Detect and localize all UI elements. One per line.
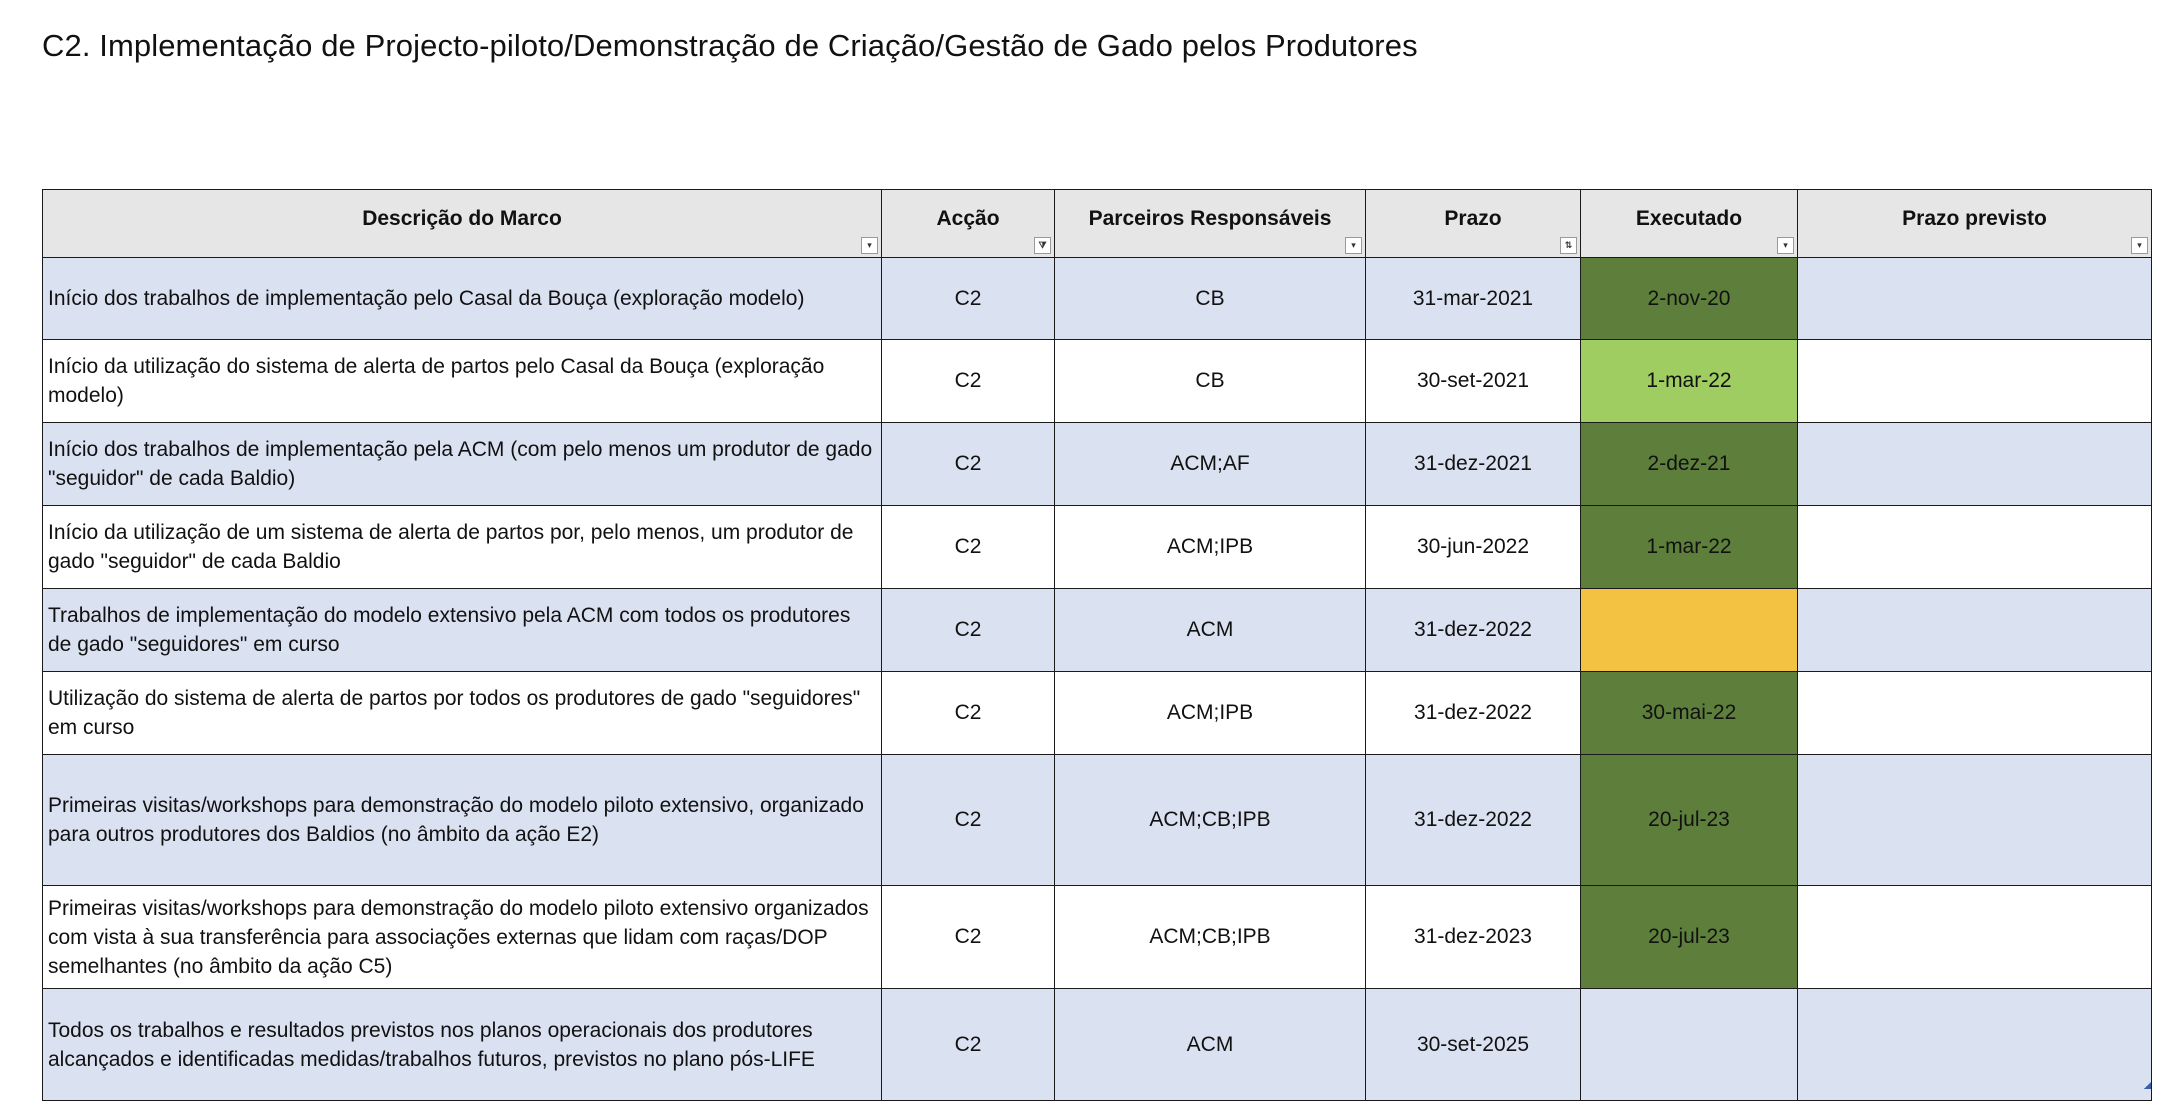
cell-descricao[interactable]: Primeiras visitas/workshops para demonstração do modelo piloto extensivo organizados com vista à sua transferência para associações externas que lidam com raças/DOP semelhantes (no âmbito da ação C5): [43, 886, 882, 989]
cell-prazo[interactable]: 31-dez-2022: [1366, 589, 1581, 672]
cell-accao[interactable]: C2: [882, 340, 1055, 423]
cell-prazo-previsto[interactable]: [1798, 755, 2152, 886]
table-resize-handle[interactable]: [2144, 1082, 2151, 1089]
cell-accao[interactable]: C2: [882, 886, 1055, 989]
header-executado: [1581, 190, 1798, 258]
filter-active-icon[interactable]: ⧩: [1034, 237, 1051, 254]
cell-parceiros[interactable]: ACM;IPB: [1055, 672, 1366, 755]
cell-executado[interactable]: 20-jul-23: [1581, 886, 1798, 989]
cell-executado[interactable]: 30-mai-22: [1581, 672, 1798, 755]
cell-prazo-previsto[interactable]: [1798, 672, 2152, 755]
cell-parceiros[interactable]: ACM;IPB: [1055, 506, 1366, 589]
cell-descricao[interactable]: Início da utilização de um sistema de alerta de partos por, pelo menos, um produtor de gado "seguidor" de cada Baldio: [43, 506, 882, 589]
cell-descricao[interactable]: Utilização do sistema de alerta de partos por todos os produtores de gado "seguidores" em curso: [43, 672, 882, 755]
header-prazo-previsto: [1798, 190, 2152, 258]
sort-icon[interactable]: ⇅: [1560, 237, 1577, 254]
header-accao: [882, 190, 1055, 258]
cell-prazo-previsto[interactable]: [1798, 589, 2152, 672]
cell-descricao[interactable]: Trabalhos de implementação do modelo extensivo pela ACM com todos os produtores de gado "seguidores" em curso: [43, 589, 882, 672]
table-row: [43, 258, 2152, 340]
cell-prazo-previsto[interactable]: [1798, 989, 2152, 1101]
cell-accao[interactable]: C2: [882, 258, 1055, 340]
table-row: [43, 340, 2152, 423]
cell-descricao[interactable]: Início dos trabalhos de implementação pela ACM (com pelo menos um produtor de gado "seguidor" de cada Baldio): [43, 423, 882, 506]
header-parceiros: [1055, 190, 1366, 258]
header-prazo: [1366, 190, 1581, 258]
cell-prazo[interactable]: 30-set-2021: [1366, 340, 1581, 423]
table-row: [43, 506, 2152, 589]
cell-accao[interactable]: C2: [882, 989, 1055, 1101]
cell-descricao[interactable]: Todos os trabalhos e resultados previstos nos planos operacionais dos produtores alcançados e identificadas medidas/trabalhos futuros, previstos no plano pós-LIFE: [43, 989, 882, 1101]
header-descricao: [43, 190, 882, 258]
cell-prazo-previsto[interactable]: [1798, 506, 2152, 589]
cell-prazo-previsto[interactable]: [1798, 340, 2152, 423]
header-row: [43, 190, 2152, 258]
cell-descricao[interactable]: Primeiras visitas/workshops para demonstração do modelo piloto extensivo, organizado para outros produtores dos Baldios (no âmbito da ação E2): [43, 755, 882, 886]
page-title: C2. Implementação de Projecto-piloto/Demonstração de Criação/Gestão de Gado pelos Produtores: [42, 28, 1418, 63]
cell-prazo[interactable]: 30-jun-2022: [1366, 506, 1581, 589]
table-row: [43, 672, 2152, 755]
header-label: Descrição do Marco: [362, 206, 562, 230]
milestones-table: [42, 189, 2152, 1101]
cell-prazo-previsto[interactable]: [1798, 886, 2152, 989]
cell-parceiros[interactable]: ACM;CB;IPB: [1055, 755, 1366, 886]
cell-prazo[interactable]: 31-dez-2023: [1366, 886, 1581, 989]
cell-executado[interactable]: [1581, 589, 1798, 672]
cell-prazo[interactable]: 31-dez-2021: [1366, 423, 1581, 506]
filter-dropdown-icon[interactable]: ▾: [2131, 237, 2148, 254]
cell-prazo-previsto[interactable]: [1798, 423, 2152, 506]
cell-executado[interactable]: 20-jul-23: [1581, 755, 1798, 886]
cell-descricao[interactable]: Início da utilização do sistema de alerta de partos pelo Casal da Bouça (exploração modelo): [43, 340, 882, 423]
cell-accao[interactable]: C2: [882, 506, 1055, 589]
cell-prazo[interactable]: 31-mar-2021: [1366, 258, 1581, 340]
table-row: [43, 989, 2152, 1101]
cell-parceiros[interactable]: CB: [1055, 340, 1366, 423]
cell-prazo[interactable]: 31-dez-2022: [1366, 672, 1581, 755]
cell-executado[interactable]: [1581, 989, 1798, 1101]
header-label: Acção: [936, 206, 1000, 230]
cell-executado[interactable]: 2-nov-20: [1581, 258, 1798, 340]
table-row: [43, 755, 2152, 886]
header-label: Prazo previsto: [1902, 206, 2047, 230]
cell-parceiros[interactable]: ACM: [1055, 989, 1366, 1101]
cell-accao[interactable]: C2: [882, 672, 1055, 755]
cell-executado[interactable]: 2-dez-21: [1581, 423, 1798, 506]
cell-prazo[interactable]: 31-dez-2022: [1366, 755, 1581, 886]
table-row: [43, 886, 2152, 989]
cell-parceiros[interactable]: CB: [1055, 258, 1366, 340]
filter-dropdown-icon[interactable]: ▾: [1777, 237, 1794, 254]
cell-descricao[interactable]: Início dos trabalhos de implementação pelo Casal da Bouça (exploração modelo): [43, 258, 882, 340]
cell-parceiros[interactable]: ACM;AF: [1055, 423, 1366, 506]
header-label: Executado: [1635, 206, 1743, 230]
cell-accao[interactable]: C2: [882, 755, 1055, 886]
cell-parceiros[interactable]: ACM;CB;IPB: [1055, 886, 1366, 989]
filter-dropdown-icon[interactable]: ▾: [1345, 237, 1362, 254]
table-row: [43, 423, 2152, 506]
cell-accao[interactable]: C2: [882, 589, 1055, 672]
cell-prazo[interactable]: 30-set-2025: [1366, 989, 1581, 1101]
cell-executado[interactable]: 1-mar-22: [1581, 506, 1798, 589]
header-label: Parceiros Responsáveis: [1088, 206, 1332, 230]
cell-parceiros[interactable]: ACM: [1055, 589, 1366, 672]
filter-dropdown-icon[interactable]: ▾: [861, 237, 878, 254]
cell-prazo-previsto[interactable]: [1798, 258, 2152, 340]
cell-accao[interactable]: C2: [882, 423, 1055, 506]
cell-executado[interactable]: 1-mar-22: [1581, 340, 1798, 423]
table-row: [43, 589, 2152, 672]
header-label: Prazo: [1444, 206, 1502, 230]
